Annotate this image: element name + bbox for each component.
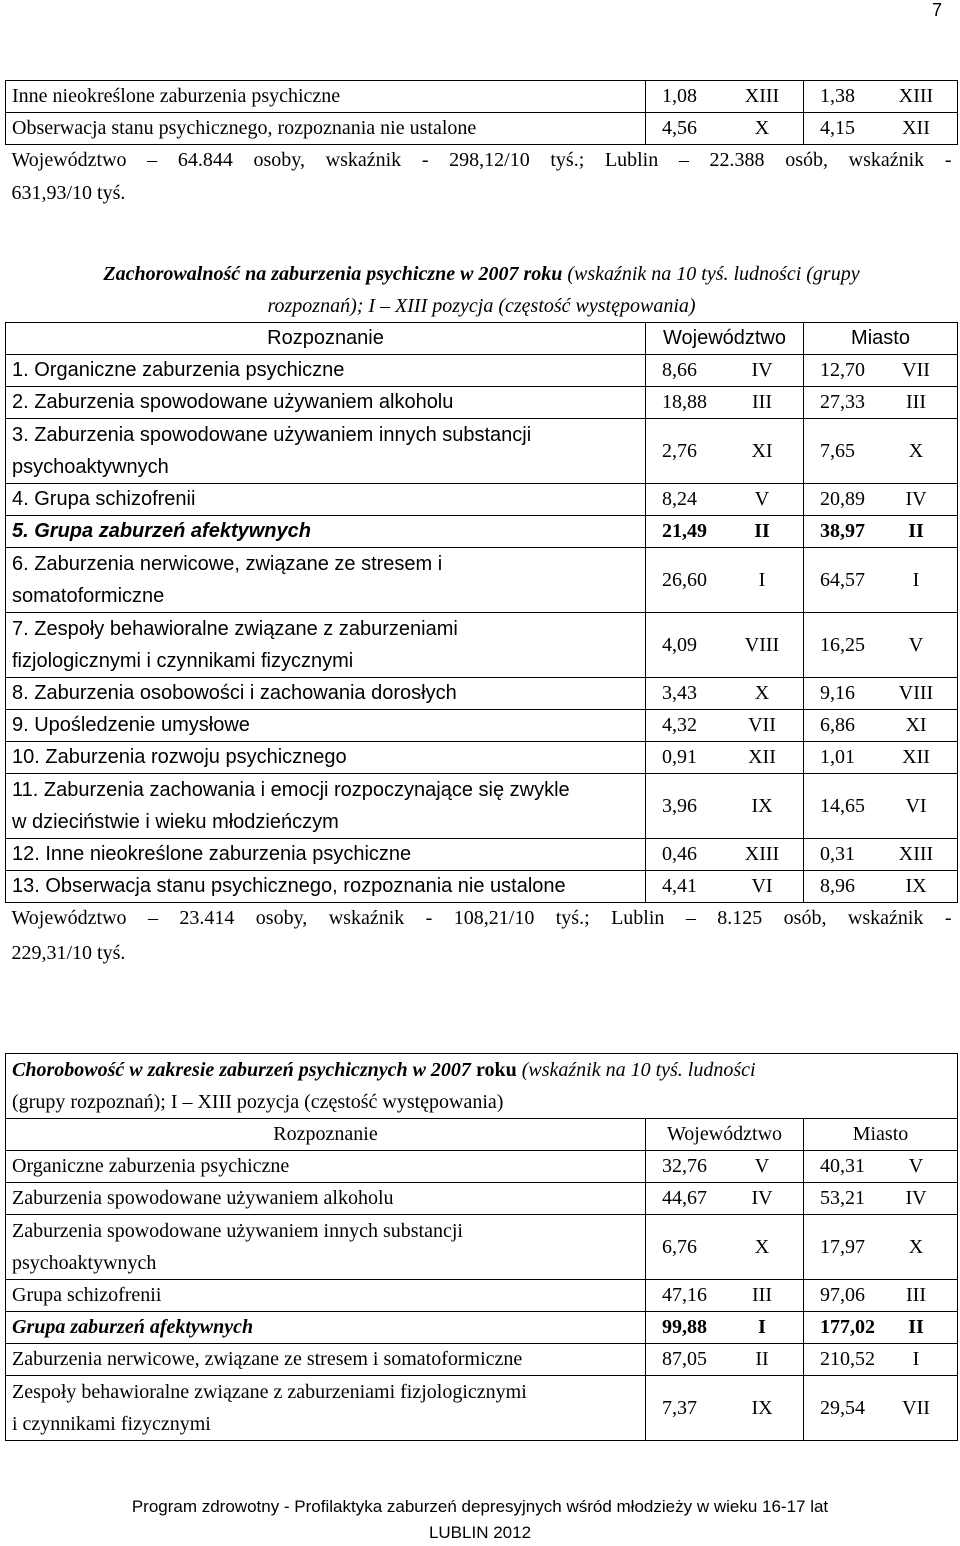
city-rank: III [906, 1284, 926, 1306]
city-value: 0,31 [820, 843, 855, 865]
woj-rank: II [754, 520, 770, 542]
row-label-cont: somatoformiczne [12, 585, 165, 607]
row-label-cont: psychoaktywnych [12, 1252, 157, 1274]
row-label: 6. Zaburzenia nerwicowe, związane ze stresem i [12, 553, 443, 575]
row-label: 8. Zaburzenia osobowości i zachowania dorosłych [12, 682, 457, 704]
table-row [6, 516, 958, 548]
woj-rank: X [754, 682, 770, 704]
woj-value: 4,41 [662, 875, 697, 897]
city-rank: IX [905, 875, 927, 897]
city-value: 4,15 [820, 117, 855, 139]
footer-program: Program zdrowotny - Profilaktyka zaburzeń depresyjnych wśród młodzieży w wieku 16-17 lat [131, 1497, 829, 1516]
header-diagnosis: Rozpoznanie [6, 323, 646, 355]
table-row [6, 839, 958, 871]
table-title-rest: (wskaźnik na 10 tyś. ludności [516, 1059, 756, 1081]
city-value: 210,52 [820, 1348, 875, 1370]
page-number: 7 [931, 0, 942, 20]
table-row [6, 613, 958, 678]
row-label: 2. Zaburzenia spowodowane używaniem alkoholu [12, 391, 454, 413]
woj-rank: VI [751, 875, 773, 897]
city-rank: VIII [898, 682, 934, 704]
woj-value: 47,16 [662, 1284, 707, 1306]
woj-rank: XI [751, 439, 773, 462]
table-title-bold: Zachorowalność na zaburzenia psychiczne w 2007 roku [103, 263, 563, 285]
city-rank: II [908, 520, 924, 542]
table-title-line2: rozpoznań); I – XIII pozycja (częstość występowania) [267, 295, 696, 317]
woj-rank: X [754, 1235, 770, 1258]
city-rank: III [906, 391, 926, 413]
city-value: 20,89 [820, 488, 865, 510]
table-row [6, 1312, 958, 1344]
woj-rank: IX [751, 1396, 773, 1419]
woj-value: 7,37 [662, 1396, 697, 1419]
woj-value: 99,88 [662, 1316, 707, 1338]
table-row [6, 1215, 958, 1280]
city-value: 177,02 [820, 1316, 875, 1338]
woj-value: 4,09 [662, 633, 697, 656]
woj-rank: XII [748, 746, 776, 768]
city-rank: XIII [898, 85, 934, 107]
city-rank: V [908, 1155, 924, 1177]
city-rank: XI [905, 714, 927, 736]
woj-value: 44,67 [662, 1187, 707, 1209]
row-label: 12. Inne nieokreślone zaburzenia psychiczne [12, 843, 412, 865]
table-row [6, 484, 958, 516]
summary-note-cont: 631,93/10 tyś. [11, 182, 126, 204]
woj-value: 32,76 [662, 1155, 707, 1177]
woj-value: 3,96 [662, 794, 697, 817]
woj-value: 26,60 [662, 568, 707, 591]
header-diagnosis: Rozpoznanie [6, 1119, 646, 1151]
row-label-cont: fizjologicznymi i czynnikami fizycznymi [12, 650, 354, 672]
row-label: 7. Zespoły behawioralne związane z zaburzeniami [12, 618, 458, 640]
summary-note: Województwo – 23.414 osoby, wskaźnik - 108,21/10 tyś.; Lublin – 8.125 osób, wskaźnik - [11, 907, 952, 929]
city-rank: VII [902, 359, 930, 381]
woj-rank: V [754, 1155, 770, 1177]
summary-note: Województwo – 64.844 osoby, wskaźnik - 298,12/10 tyś.; Lublin – 22.388 osób, wskaźnik - [11, 149, 952, 171]
woj-rank: XIII [744, 843, 780, 865]
woj-rank: VII [748, 714, 776, 736]
row-label: Zaburzenia nerwicowe, związane ze stresem i somatoformiczne [12, 1348, 523, 1370]
row-label-cont: w dzieciństwie i wieku młodzieńczym [12, 811, 339, 833]
table-row [6, 1344, 958, 1376]
table-row [6, 81, 958, 113]
row-label: 11. Zaburzenia zachowania i emocji rozpoczynające się zwykle [12, 779, 570, 801]
table-title-line2: (grupy rozpoznań); I – XIII pozycja (częstość występowania) [12, 1091, 504, 1113]
row-label: Zaburzenia spowodowane używaniem alkoholu [12, 1187, 394, 1209]
table-row [6, 1376, 958, 1441]
row-label: 1. Organiczne zaburzenia psychiczne [12, 359, 345, 381]
table-row [6, 1183, 958, 1215]
woj-rank: IV [751, 1187, 773, 1209]
incidence-table [5, 258, 958, 969]
row-label: 4. Grupa schizofrenii [12, 488, 196, 510]
city-value: 1,01 [820, 746, 855, 768]
city-rank: II [908, 1316, 924, 1338]
city-rank: V [908, 633, 924, 656]
row-label: Organiczne zaburzenia psychiczne [12, 1155, 290, 1177]
woj-rank: VIII [744, 633, 780, 656]
row-label: 3. Zaburzenia spowodowane używaniem innych substancji [12, 424, 532, 446]
woj-rank: I [758, 1316, 766, 1338]
city-value: 7,65 [820, 439, 855, 462]
table-title-rest: (wskaźnik na 10 tyś. ludności (grupy [562, 263, 860, 285]
city-value: 40,31 [820, 1155, 865, 1177]
table-row [6, 678, 958, 710]
table-row [6, 774, 958, 839]
city-rank: I [912, 1348, 920, 1370]
city-value: 27,33 [820, 391, 865, 413]
woj-value: 4,32 [662, 714, 697, 736]
city-value: 16,25 [820, 633, 865, 656]
woj-value: 1,08 [662, 85, 697, 107]
woj-value: 18,88 [662, 391, 707, 413]
table-continuation [5, 80, 958, 209]
city-rank: VI [905, 794, 927, 817]
woj-rank: II [755, 1348, 769, 1370]
woj-value: 87,05 [662, 1348, 707, 1370]
row-label: Grupa zaburzeń afektywnych [12, 1316, 254, 1338]
table-row [6, 355, 958, 387]
table-row [6, 871, 958, 903]
woj-rank: I [758, 568, 766, 591]
city-value: 14,65 [820, 794, 865, 817]
city-value: 38,97 [820, 520, 865, 542]
city-value: 53,21 [820, 1187, 865, 1209]
woj-rank: X [754, 117, 770, 139]
city-rank: XII [902, 117, 930, 139]
row-label: Zaburzenia spowodowane używaniem innych substancji [12, 1220, 463, 1242]
city-value: 97,06 [820, 1284, 865, 1306]
city-rank: IV [905, 488, 927, 510]
city-value: 6,86 [820, 714, 855, 736]
city-value: 1,38 [820, 85, 855, 107]
row-label: Inne nieokreślone zaburzenia psychiczne [6, 81, 646, 113]
city-rank: X [908, 439, 924, 462]
city-value: 29,54 [820, 1396, 865, 1419]
woj-value: 8,66 [662, 359, 697, 381]
row-label-cont: psychoaktywnych [12, 456, 169, 478]
city-rank: XII [902, 746, 930, 768]
table-row [6, 387, 958, 419]
woj-rank: V [754, 488, 770, 510]
woj-rank: III [752, 391, 772, 413]
row-label: 9. Upośledzenie umysłowe [12, 714, 250, 736]
header-row [6, 323, 958, 355]
woj-value: 3,43 [662, 682, 697, 704]
woj-rank: XIII [744, 85, 780, 107]
row-label: 5. Grupa zaburzeń afektywnych [12, 520, 311, 542]
row-label: Obserwacja stanu psychicznego, rozpoznania nie ustalone [6, 113, 646, 145]
city-rank: I [912, 568, 920, 591]
city-value: 8,96 [820, 875, 855, 897]
woj-value: 8,24 [662, 488, 697, 510]
woj-value: 4,56 [662, 117, 697, 139]
woj-value: 0,46 [662, 843, 697, 865]
row-label: 13. Obserwacja stanu psychicznego, rozpoznania nie ustalone [12, 875, 566, 897]
row-label: Zespoły behawioralne związane z zaburzeniami fizjologicznymi [12, 1381, 527, 1403]
row-label: 10. Zaburzenia rozwoju psychicznego [12, 746, 347, 768]
woj-value: 21,49 [662, 520, 707, 542]
city-value: 12,70 [820, 359, 865, 381]
table-row [6, 1151, 958, 1183]
woj-rank: III [752, 1284, 772, 1306]
woj-value: 6,76 [662, 1235, 697, 1258]
header-city: Miasto [804, 1119, 958, 1151]
footer-city-year: LUBLIN 2012 [428, 1523, 532, 1542]
city-rank: IV [905, 1187, 927, 1209]
header-city: Miasto [804, 323, 958, 355]
prevalence-table [5, 1053, 958, 1441]
woj-value: 2,76 [662, 439, 697, 462]
header-voivodeship: Województwo [646, 323, 804, 355]
table-row [6, 548, 958, 613]
row-label-cont: i czynnikami fizycznymi [12, 1413, 211, 1435]
table-title-bold: Chorobowość w zakresie zaburzeń psychicznych w 2007 [12, 1059, 471, 1081]
city-value: 17,97 [820, 1235, 865, 1258]
city-rank: VII [902, 1396, 930, 1419]
city-value: 64,57 [820, 568, 865, 591]
table-row [6, 1280, 958, 1312]
woj-rank: IX [751, 794, 773, 817]
table-row [6, 113, 958, 145]
city-value: 9,16 [820, 682, 855, 704]
header-row [6, 1119, 958, 1151]
table-row [6, 419, 958, 484]
table-title-bold2: roku [470, 1059, 517, 1081]
summary-note-cont: 229,31/10 tyś. [11, 942, 126, 964]
table-row [6, 742, 958, 774]
woj-value: 0,91 [662, 746, 697, 768]
city-rank: X [908, 1235, 924, 1258]
row-label: Grupa schizofrenii [12, 1284, 162, 1306]
city-rank: XIII [898, 843, 934, 865]
woj-rank: IV [751, 359, 773, 381]
table-row [6, 710, 958, 742]
header-voivodeship: Województwo [646, 1119, 804, 1151]
